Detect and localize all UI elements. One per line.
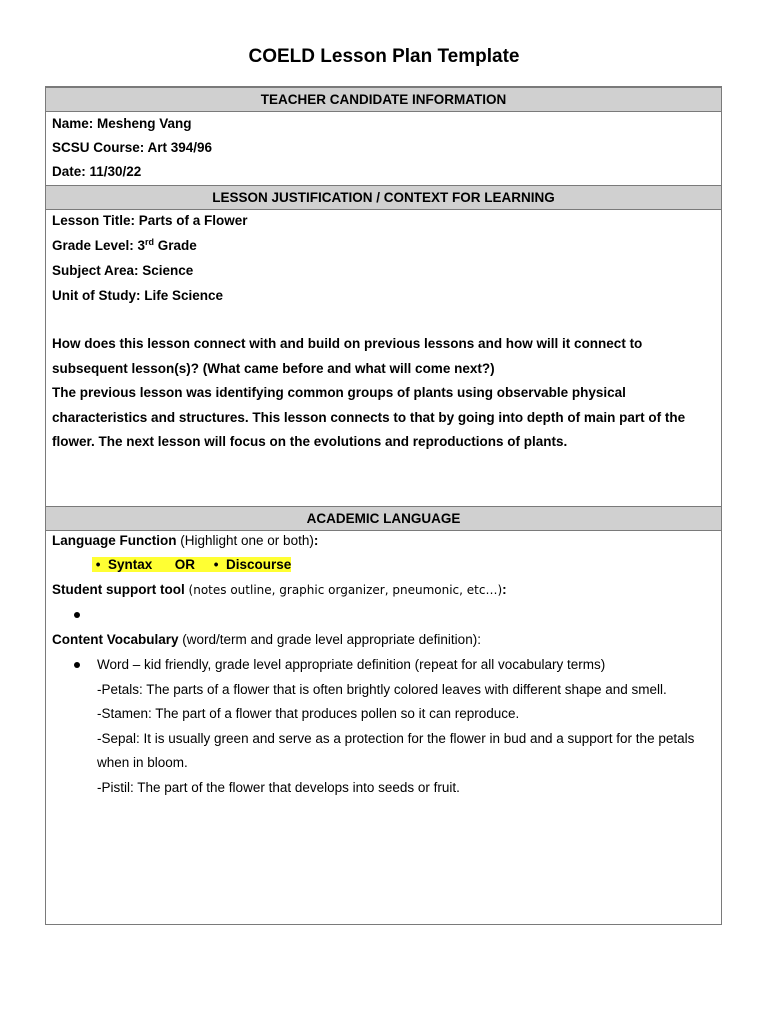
- connection-answer-line: flower. The next lesson will focus on the evolutions and reproductions of plants.: [52, 434, 568, 449]
- lesson-title: Lesson Title: Parts of a Flower: [52, 213, 248, 228]
- content-vocabulary: Content Vocabulary (word/term and grade level appropriate definition):: [52, 632, 481, 647]
- teacher-name: Name: Mesheng Vang: [52, 116, 192, 131]
- connection-answer-line: characteristics and structures. This lesson connects to that by going into depth of main part of the: [52, 410, 686, 425]
- vocab-bullet: [74, 657, 80, 673]
- course: SCSU Course: Art 394/96: [52, 140, 213, 155]
- grade-level: Grade Level: 3rd Grade: [52, 237, 197, 253]
- definition-petals: -Petals: The parts of a flower that is often brightly colored leaves with different shape and smell.: [97, 682, 667, 697]
- definition-sepal: -Sepal: It is usually green and serve as a protection for the flower in bud and a support for the petals: [97, 731, 695, 746]
- justification-header: LESSON JUSTIFICATION / CONTEXT FOR LEARNING: [46, 185, 721, 210]
- language-function-options: [92, 557, 291, 573]
- academic-language-header: ACADEMIC LANGUAGE: [46, 506, 721, 531]
- teacher-info-header: TEACHER CANDIDATE INFORMATION: [46, 87, 721, 112]
- definition-sepal-cont: when in bloom.: [97, 755, 188, 770]
- syntax-option: • Syntax OR: [92, 557, 214, 572]
- definition-pistil: -Pistil: The part of the flower that develops into seeds or fruit.: [97, 780, 460, 795]
- definition-stamen: -Stamen: The part of a flower that produces pollen so it can reproduce.: [97, 706, 520, 721]
- language-function: Language Function (Highlight one or both):: [52, 533, 319, 548]
- subject-area: Subject Area: Science: [52, 263, 194, 278]
- empty-bullet: [74, 607, 80, 623]
- lesson-plan-table: [45, 86, 722, 925]
- connection-question-line: How does this lesson connect with and build on previous lessons and how will it connect to: [52, 336, 643, 351]
- unit-of-study: Unit of Study: Life Science: [52, 288, 224, 303]
- student-support-tool: Student support tool (notes outline, graphic organizer, pneumonic, etc…):: [52, 582, 507, 597]
- date: Date: 11/30/22: [52, 164, 142, 179]
- vocab-intro: Word – kid friendly, grade level appropriate definition (repeat for all vocabulary terms): [97, 657, 606, 672]
- connection-question-line: subsequent lesson(s)? (What came before and what will come next?): [52, 361, 495, 376]
- discourse-option: • Discourse: [213, 557, 292, 572]
- connection-answer-line: The previous lesson was identifying common groups of plants using observable physical: [52, 385, 626, 400]
- page-title: COELD Lesson Plan Template: [248, 46, 520, 67]
